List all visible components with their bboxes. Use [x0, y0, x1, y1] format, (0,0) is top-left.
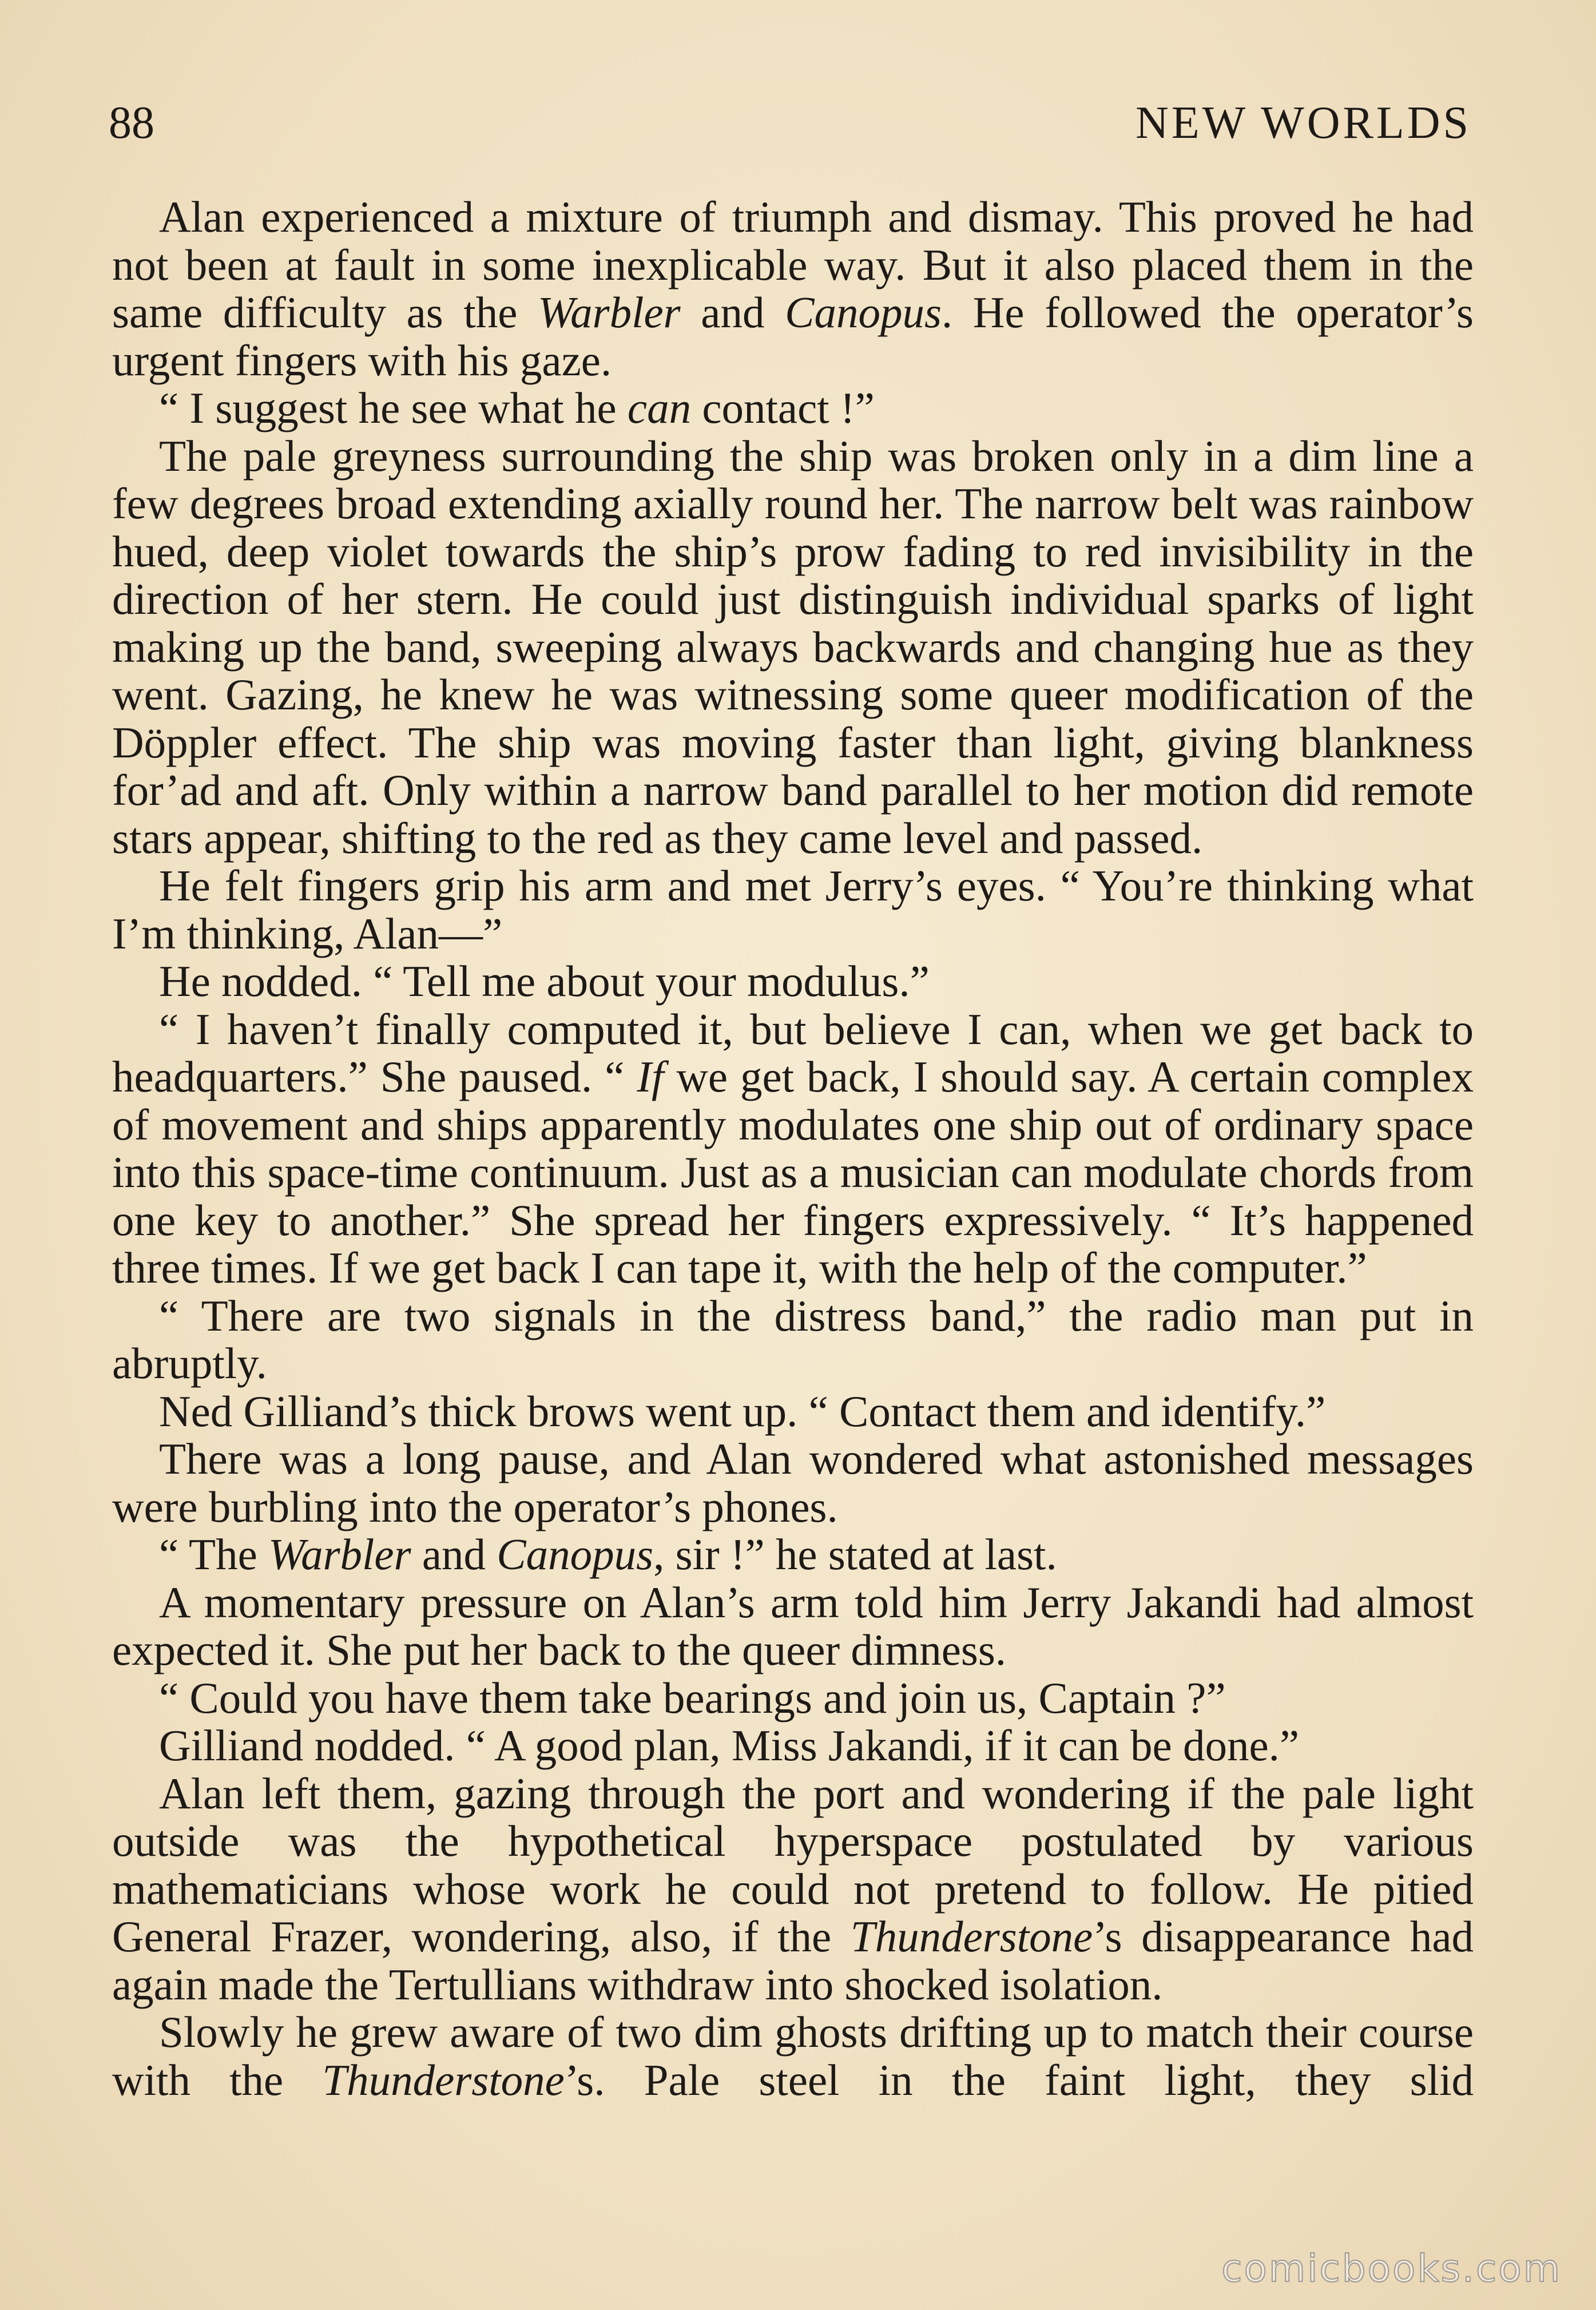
italic-text: If [637, 1052, 664, 1101]
italic-text: Warbler [538, 288, 681, 337]
italic-text: Warbler [268, 1530, 411, 1579]
text-run: “ I suggest he see what he [159, 383, 628, 432]
italic-text: Thunderstone [322, 2055, 565, 2105]
text-run: we get back, I should say. A certain complex of movement and ships apparently modulates one ship out of ordinary space into this space-time continuum. Just as a musician can modulate chords from one key to another.” She spread her fingers expressively. “ It’s happened three times. If we get back I can tape it, with the help of the computer.” [112, 1052, 1474, 1292]
italic-text: Thunderstone [850, 1912, 1093, 1961]
watermark: comicbooks.com [1221, 2247, 1562, 2291]
text-run: , sir !” he stated at last. [653, 1530, 1057, 1579]
text-run: Alan experienced a mixture of triumph and dismay. This proved he had not been at fault in some inexplicable way. But it also placed them in the same difficulty as the [112, 192, 1474, 337]
text-run: Slowly he grew aware of two dim ghosts drifting up to match their course with the [112, 2007, 1474, 2105]
page-number: 88 [109, 98, 154, 148]
text-run: “ The [159, 1530, 268, 1579]
running-head: NEW WORLDS [1135, 98, 1471, 148]
text-run: and [680, 288, 785, 337]
text-run: “ There are two signals in the distress band,” the radio man put in abruptly. [112, 1291, 1474, 1388]
paragraph [112, 1388, 1474, 1436]
paragraph [112, 1292, 1474, 1388]
text-run: “ I haven’t finally computed it, but believe I can, when we get back to headquarters.” She paused. “ [112, 1004, 1474, 1101]
paragraph [112, 384, 1474, 432]
paragraph [112, 862, 1474, 958]
paragraph [112, 1006, 1474, 1292]
paragraph [112, 1770, 1474, 2009]
page-header [109, 97, 1471, 160]
paragraph [112, 193, 1474, 384]
text-run: A momentary pressure on Alan’s arm told him Jerry Jakandi had almost expected it. She put her back to the queer dimness. [112, 1577, 1474, 1674]
text-run: . He followed the operator’s urgent fingers with his gaze. [112, 288, 1474, 385]
text-run: There was a long pause, and Alan wondered what astonished messages were burbling into the operator’s phones. [112, 1434, 1474, 1531]
text-run: ’s disappearance had again made the Tertullians withdraw into shocked isolation. [112, 1912, 1474, 2009]
paragraph [112, 2009, 1474, 2104]
text-run: He felt fingers grip his arm and met Jerry’s eyes. “ You’re thinking what I’m thinking, Alan—” [112, 861, 1474, 958]
italic-text: can [627, 383, 692, 432]
text-run: “ Could you have them take bearings and join us, Captain ?” [159, 1673, 1226, 1722]
paragraph [112, 1674, 1474, 1722]
italic-text: Canopus [497, 1530, 654, 1579]
text-run: He nodded. “ Tell me about your modulus.” [159, 956, 930, 1006]
body-text [112, 193, 1474, 2104]
paragraph [112, 1722, 1474, 1770]
text-run: ’s. Pale steel in the faint light, they slid [564, 2055, 1474, 2105]
text-run: contact !” [691, 383, 875, 432]
italic-text: Canopus [785, 288, 942, 337]
paragraph [112, 1435, 1474, 1531]
text-run: Gilliand nodded. “ A good plan, Miss Jakandi, if it can be done.” [159, 1721, 1300, 1770]
paragraph [112, 1579, 1474, 1674]
text-run: Alan left them, gazing through the port and wondering if the pale light outside was the hypothetical hyperspace postulated by various mathematicians whose work he could not pretend to follow. He pitied General Frazer, wondering, also, if the [112, 1768, 1474, 1961]
text-run: The pale greyness surrounding the ship was broken only in a dim line a few degrees broad extending axially round her. The narrow belt was rainbow hued, deep violet towards the ship’s prow fading to red invisibility in the direction of her stern. He could just distinguish individual sparks of light making up the band, sweeping always backwards and changing hue as they went. Gazing, he knew he was witnessing some queer modification of the Döppler effect. The ship was moving faster than light, giving blankness for’ad and aft. Only within a narrow band parallel to her motion did remote stars appear, shifting to the red as they came level and passed. [112, 431, 1474, 863]
paragraph [112, 958, 1474, 1006]
paragraph [112, 432, 1474, 863]
text-run: and [411, 1530, 497, 1579]
paragraph [112, 1531, 1474, 1579]
text-run: Ned Gilliand’s thick brows went up. “ Contact them and identify.” [159, 1386, 1326, 1436]
